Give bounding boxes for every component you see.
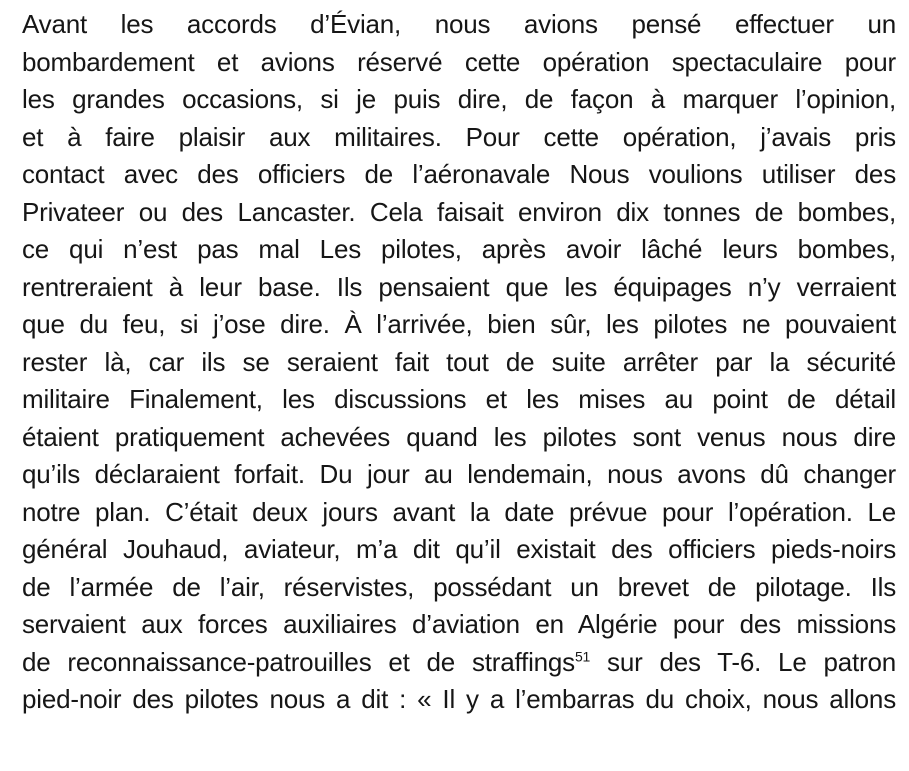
text-line-2: bombardement et avions réservé cette opération spectaculaire pour <box>22 46 896 77</box>
text-line-18-head: de reconnaissance-patrouilles et de straffings <box>22 646 575 677</box>
text-line-13: qu’ils déclaraient forfait. Du jour au lendemain, nous avons dû changer <box>22 459 896 489</box>
text-line-12: étaient pratiquement achevées quand les pilotes sont venus nous dire <box>22 421 896 452</box>
text-line-11: militaire Finalement, les discussions et les mises au point de détail <box>22 384 896 414</box>
text-line-4: et à faire plaisir aux militaires. Pour cette opération, j’avais pris <box>22 121 896 152</box>
text-line-3: les grandes occasions, si je puis dire, de façon à marquer l’opinion, <box>22 84 896 114</box>
text-line-18 <box>22 644 896 682</box>
text-line-19: pied-noir des pilotes nous a dit : « Il y a l’embarras du choix, nous allons <box>22 684 896 714</box>
text-line-9: que du feu, si j’ose dire. À l’arrivée, bien sûr, les pilotes ne pouvaient <box>22 309 896 339</box>
text-line-15: général Jouhaud, aviateur, m’a dit qu’il existait des officiers pieds-noirs <box>22 534 896 564</box>
text-line-7: ce qui n’est pas mal Les pilotes, après avoir lâché leurs bombes, <box>22 234 896 264</box>
text-line-1: Avant les accords d’Évian, nous avions pensé effectuer un <box>22 9 896 39</box>
text-line-10: rester là, car ils se seraient fait tout de suite arrêter par la sécurité <box>22 346 896 377</box>
text-line-16: de l’armée de l’air, réservistes, possédant un brevet de pilotage. Ils <box>22 571 896 602</box>
document-page <box>22 6 896 719</box>
text-line-18-tail: sur des T-6. Le patron <box>590 646 896 677</box>
text-line-8: rentreraient à leur base. Ils pensaient que les équipages n’y verraient <box>22 271 896 302</box>
text-line-14: notre plan. C’était deux jours avant la date prévue pour l’opération. Le <box>22 496 896 527</box>
text-line-6: Privateer ou des Lancaster. Cela faisait environ dix tonnes de bombes, <box>22 196 896 227</box>
text-line-5: contact avec des officiers de l’aéronavale Nous voulions utiliser des <box>22 159 896 189</box>
text-line-17: servaient aux forces auxiliaires d’aviation en Algérie pour des missions <box>22 609 896 639</box>
footnote-reference: 51 <box>574 647 591 664</box>
